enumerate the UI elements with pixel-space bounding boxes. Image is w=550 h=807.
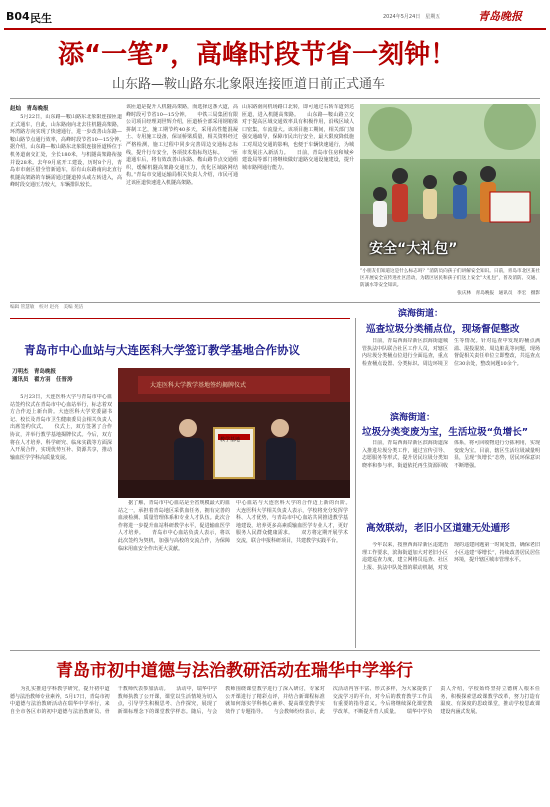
story1-title: 添“一笔”，高峰时段节省一刻钟！: [58, 40, 457, 70]
issue-date: 2024年5月24日 星期五: [383, 14, 441, 20]
story1-col3: 山东路南向机场路口北转，即可通过右转车道到达匝道，进入机隧高架路。 山东路—鞍山路立交对于提高区域交通效率具有积极作用，沿线区域人口密集，车流量大。该项目施工期间，相关部门加强交通疏导，保障市民出行安全，最大限度降低施工对周边交通的影响，也便于车辆快速通行，为城市发展注入新活力。 日前，青岛市住房和城乡建设局等部门将继续做好道路交通设施建设，提升城市路网通行能力。: [242, 104, 354, 171]
story1-photo-credit: 张庆林 青岛晚报 通讯员 李宏 摄影: [457, 291, 540, 296]
story2-photo-banner: 大连医科大学教学基地签约揭牌仪式: [150, 382, 247, 389]
section-name: 民生: [30, 12, 52, 25]
right-column-divider: [355, 318, 356, 648]
story4-body: 日前，青岛西海岸新区滨海街道深入推进垃圾分类工作，通过宣传引导、志愿服务等形式，提升居民垃圾分类知晓率和参与率。街道依托再生资源回收体系，将可回收物进行分拣利用，实现变废为宝。目前，辖区生活垃圾减量明显，呈现“负增长”态势，居民环保意识不断增强。: [362, 440, 540, 469]
story6-title: 青岛市初中道德与法治教研活动在瑞华中学举行: [56, 661, 413, 681]
story2-col3: 中心血站与大连医科大学的合作迈上新的台阶。 大连医科大学相关负责人表示，学校将充分发挥学科、人才优势，与青岛市中心血站共同推进教学基地建设，培养更多高素质输血医学专业人才，更好服务人民群众健康需求。 双方将定期开展学术交流，联合申报科研项目，共建教学实践平台。: [236, 500, 348, 544]
story5-body: 今年以来，按照西海岸新区违建治理工作要求，滨海街道加大对老旧小区违建巡查力度，建立网格员巡查、社区上报、执法中队处置的联动机制，对发现的违建问题第一时间处置，确保老旧小区违建“零增长”，持续改善居民居住环境，提升辖区城市管理水平。: [362, 542, 540, 571]
masthead-logo: 青岛晚报: [478, 10, 522, 23]
story5-title: 高效联动，老旧小区道建无处遁形: [366, 523, 510, 534]
story1-title-rule: [10, 98, 540, 99]
story2-photo-sign: 教学基地: [220, 437, 241, 443]
story2-col1: 5月23日，大连医科大学与青岛市中心血站签约仪式在青岛市中心血站举行，标志着双方合作迈上新台阶。大连医科大学党委副书记、校长及青岛市卫生健康委员会相关负责人出席签约仪式。 仪式上，双方签署了合作协议，并举行教学基地揭牌仪式。今后，双方将在人才培养、科学研究、临床实践等方面深入开展合作，实现优势互补、资源共享，推动输血医学学科高质量发展。: [10, 394, 112, 461]
story3-body: 日前，青岛西海岸新区滨海街道城管执法中队联合社区工作人员，对辖区内垃圾分类桶点位进行全面巡查，重点检查桶点设置、分类标识、周边环境卫生等情况。针对巡查中发现的桶点满溢、混投混放、周边脏乱等问题，现场督促相关责任单位立即整改，共巡查点位30余处，整改问题10余个。: [362, 338, 540, 367]
story1-bottom-rule: [10, 302, 540, 303]
story1-photo-sign: 安全“大礼包”: [369, 241, 458, 257]
story2-col2: 据了解，青岛市中心血站是全省规模最大的血站之一，承担着青岛地区采供血任务，拥有完善的血液检测、质量管理体系和专业人才队伍。此次合作将进一步提升血站科研教学水平，促进输血医学人才培养。 青岛市中心血站负责人表示，将以此次签约为契机，加强与高校的交流合作，为保障临床用血安全作出更大贡献。: [118, 500, 230, 552]
story2-byline: 刀明杰 青岛晚报 通讯员 翟方羽 任晋涛: [12, 369, 73, 383]
header-rule: [4, 28, 546, 30]
editor-credit: 编辑 管慧敏 校对 赵亮 美编 苑洁: [10, 305, 84, 310]
story1-col1: 5月22日，山东路—鞍山路东北象限连接匝道正式通车，自此，山东路南向北去往机隧高架路，环湾路方向实现了快速通行，进一步改善山东路—鞍山路节点通行效率，高峰时段节省10—15分钟。 据介绍，山东路—鞍山路东北象限连接匝道桥位于机务道南交汇处，全长180米，与机隧高架路衔接并设28米。去年9月底开工建设，历时8个月，青岛市市南区借全管新通车，原有山东路南向北直行机隧高架路的车辆需通过隧道掉头或左转进入，高峰时段交通压力较大，车辆排队较长。: [10, 114, 122, 189]
story3-title: 巡查垃圾分类桶点位，现场督促整改: [366, 324, 520, 335]
story4-title: 垃圾分类变废为宝，生活垃圾“负增长”: [362, 427, 529, 438]
story1-caption: “小朋友们知道这是什么标志吗？”消防员向孩子们讲解安全知识。日前，青岛市北区某社区开展安全宣传进社区活动，为辖区居民和孩子们送上安全“大礼包”，普及消防、交通、防溺水等安全知识。: [360, 269, 540, 288]
story1-subtitle: 山东路—鞍山路东北象限连接匝道日前正式通车: [112, 77, 386, 92]
story2-title: 青岛市中心血站与大连医科大学签订教学基地合作协议: [24, 343, 300, 357]
story1-byline: 赵灿 青岛晚报: [10, 106, 49, 112]
story6-body: 为扎实推进学科教学研究，提升初中道德与法治教师专业素养，5月17日，青岛市初中道德与法治教研活动在瑞华中学举行，来自全市各区市的初中道德与法治教研员、骨干教师代表参加活动。 活动中，瑞华中学教师执教了公开课，课堂以生活情境为切入点，引导学生积极思考、合作探究，展现了新课标理念下的课堂教学样态。随后，与会教师围绕课堂教学进行了深入研讨，专家对公开课进行了精彩点评，并结合新课程标准就如何落实学科核心素养、提高课堂教学实效作了专题指导。 与会教师纷纷表示，此次活动内容丰富、形式多样，为大家提供了交流学习的平台，对今后的教育教学工作具有重要的指导意义。今后将继续深化课堂教学改革，不断提升育人质量。 瑞华中学负责人介绍，学校始终坚持立德树人根本任务，积极探索思政课教学改革，努力打造有温度、有深度的思政课堂，推动学校思政课建设内涵式发展。: [10, 686, 540, 715]
page-number: B04: [6, 10, 30, 23]
story1-col2: 该匝道是提升人机隧高架路，而选择这条大道，高峰时段可节省10—15分钟。 中铁三局集团有限公司项目经理刘世辉介绍，匝道桥全部采用钢箱梁拼制工艺，施工期节约40多天，采用高性能混凝土、专用施工设备，保证桥梁质量，相关资料经过严格检测，施工过程中同步完善周边交通标志标线，提升行车安全，各项技术指标均达标。 “匝道通车后，将有效改善山东路、鞍山路节点交通组织，缓解机隧高架路交通压力，优化区域路网结构。”青岛市交通运输局相关负责人介绍，市民可通过该匝道快速进入机隧高架路。: [126, 104, 238, 186]
story3-header: 滨海街道：: [398, 309, 444, 319]
story6-top-rule: [10, 650, 540, 651]
story4-header: 滨海街道：: [390, 413, 436, 423]
page-header: [0, 0, 550, 32]
